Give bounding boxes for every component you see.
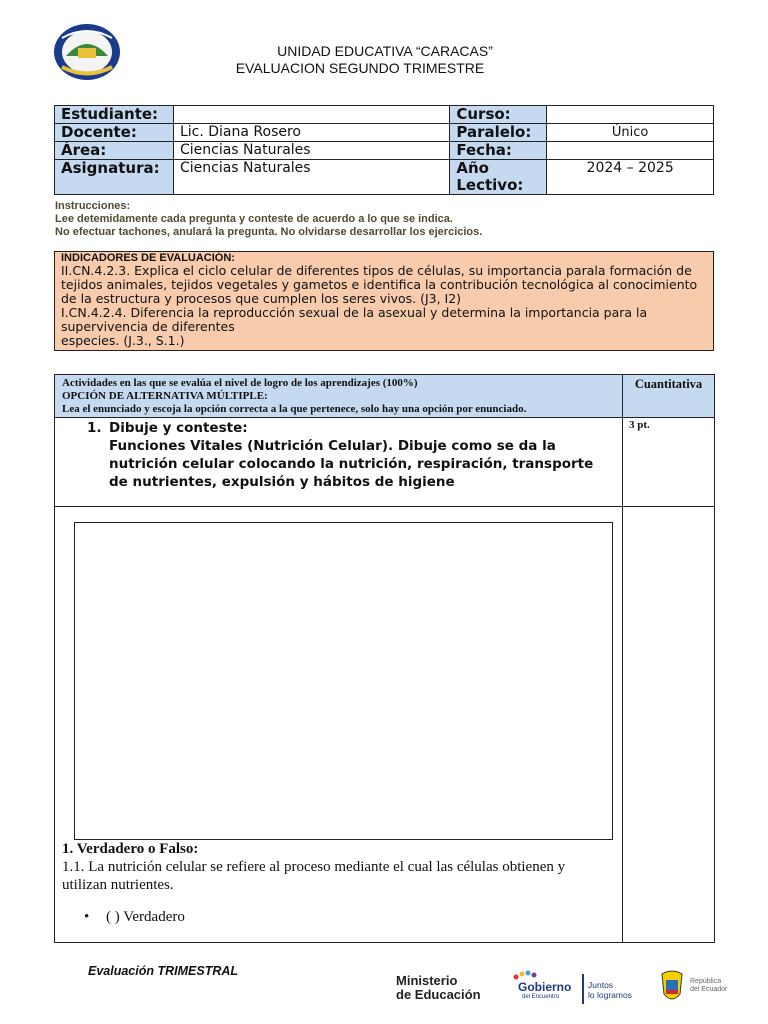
activities-description <box>55 375 615 417</box>
parallel-label: Paralelo: <box>450 124 547 142</box>
question-title: Dibuje y conteste: <box>109 420 248 436</box>
school-year-value: 2024 – 2025 <box>547 160 714 195</box>
table-row <box>55 106 714 124</box>
date-field[interactable] <box>547 142 714 160</box>
instructions <box>55 200 715 239</box>
indicators-title: INDICADORES DE EVALUACIÓN: <box>61 252 235 264</box>
drawing-area[interactable] <box>74 522 613 840</box>
slogan-line: Juntos <box>588 980 614 990</box>
instructions-line: No efectuar tachones, anulará la pregunta. No olvidarse desarrollar los ejercicios. <box>55 226 483 238</box>
indicators-box <box>54 251 714 351</box>
table-row <box>55 142 714 160</box>
government-name: Gobierno <box>518 980 572 994</box>
ministry-logo <box>396 974 481 1002</box>
parallel-value: Único <box>547 124 714 142</box>
republic-line: del Ecuador <box>690 986 728 993</box>
instructions-line: Lee detemidamente cada pregunta y conteste de acuerdo a lo que se indica. <box>55 213 453 225</box>
question-row <box>54 416 715 507</box>
date-label: Fecha: <box>450 142 547 160</box>
evaluation-title: EVALUACION SEGUNDO TRIMESTRE <box>235 60 485 76</box>
question-points: 3 pt. <box>622 416 714 506</box>
question-1 <box>87 419 607 491</box>
republic-label <box>690 978 727 994</box>
school-year-label-line2: Lectivo: <box>456 176 524 194</box>
course-field[interactable] <box>547 106 714 124</box>
school-year-label <box>450 160 547 195</box>
score-header: Cuantitativa <box>622 375 714 417</box>
school-logo <box>52 22 122 82</box>
true-option-label: ( ) Verdadero <box>106 909 185 925</box>
true-false-section <box>62 840 612 926</box>
indicator-item: I.CN.4.2.4. Diferencia la reproducción sexual de la asexual y determina la importancia para la supervivencia de diferentes <box>61 305 648 334</box>
slogan-line: lo logramos <box>588 990 632 1000</box>
student-field[interactable] <box>173 106 449 124</box>
government-subtitle: del Encuentro <box>522 994 560 1000</box>
true-false-statement: 1.1. La nutrición celular se refiere al proceso mediante el cual las células obtienen y utilizan nutrientes. <box>62 859 566 893</box>
ministry-line: Ministerio <box>396 973 458 988</box>
bullet-icon: • <box>84 909 90 925</box>
table-row <box>55 124 714 142</box>
area-value: Ciencias Naturales <box>173 142 449 160</box>
footer-label: Evaluación TRIMESTRAL <box>88 964 239 978</box>
indicator-item: II.CN.4.2.3. Explica el ciclo celular de diferentes tipos de células, su importancia parala formación de tejidos animales, tejidos vegetales y gametos e identifica la contribución tecnológica al conocimiento de la estructura y procesos que cumplen los seres vivos. (J3, I2) <box>61 263 698 306</box>
course-label: Curso: <box>450 106 547 124</box>
student-info-table <box>54 105 714 195</box>
logo-divider <box>582 974 584 1004</box>
activities-header <box>54 374 715 418</box>
coat-of-arms-icon <box>658 970 686 1006</box>
activities-head-line: Actividades en las que se evalúa el nivel de logro de los aprendizajes (100%) <box>62 377 418 389</box>
school-name: UNIDAD EDUCATIVA “CARACAS” <box>277 43 493 59</box>
activities-head-line: Lea el enunciado y escoja la opción correcta a la que pertenece, solo hay una opción por enunciado. <box>62 403 527 415</box>
ministry-line: de Educación <box>396 987 481 1002</box>
question-number: 1. <box>87 420 102 436</box>
instructions-title: Instrucciones: <box>55 200 131 212</box>
column-divider <box>622 506 623 942</box>
subject-label: Asignatura: <box>55 160 174 195</box>
indicator-item: especies. (J.3., S.1.) <box>61 333 185 348</box>
table-row <box>55 160 714 195</box>
true-false-title: 1. Verdadero o Falso: <box>62 841 199 857</box>
answer-row <box>54 506 715 943</box>
teacher-label: Docente: <box>55 124 174 142</box>
republic-line: República <box>690 978 722 985</box>
slogan <box>588 980 632 1000</box>
question-text: Funciones Vitales (Nutrición Celular). Dibuje como se da la nutrición celular colocando la nutrición, respiración, transporte de nutrientes, expulsión y hábitos de higiene <box>109 438 594 490</box>
government-logo <box>508 970 593 1006</box>
true-option[interactable] <box>62 908 612 926</box>
area-label: Área: <box>55 142 174 160</box>
teacher-value: Lic. Diana Rosero <box>173 124 449 142</box>
activities-head-line: OPCIÓN DE ALTERNATIVA MÚLTIPLE: <box>62 390 268 402</box>
student-label: Estudiante: <box>55 106 174 124</box>
school-year-label-line1: Año <box>456 159 489 177</box>
subject-value: Ciencias Naturales <box>173 160 449 195</box>
